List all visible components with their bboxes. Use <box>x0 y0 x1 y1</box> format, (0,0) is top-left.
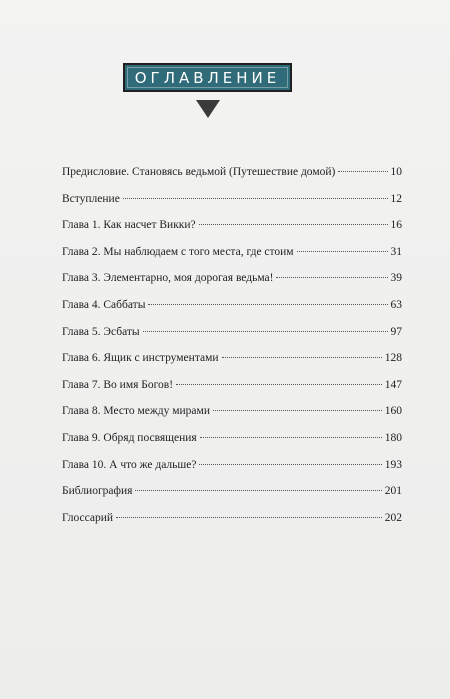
dot-leader <box>222 357 382 358</box>
toc-entry-title: Глава 8. Место между мирами <box>62 405 210 418</box>
dot-leader <box>199 224 388 225</box>
dot-leader <box>297 251 388 252</box>
dot-leader <box>199 464 381 465</box>
contents-header-banner <box>123 63 292 92</box>
toc-entry-page: 63 <box>390 298 402 311</box>
toc-entry-title: Глава 1. Как насчет Викки? <box>62 219 196 232</box>
toc-entry-title: Глава 6. Ящик с инструментами <box>62 352 219 365</box>
toc-entry-title: Глава 3. Элементарно, моя дорогая ведьма! <box>62 272 274 285</box>
toc-entry[interactable] <box>62 512 402 539</box>
toc-entry[interactable] <box>62 219 402 246</box>
toc-entry-title: Предисловие. Становясь ведьмой (Путешествие домой) <box>62 166 336 178</box>
dot-leader <box>200 437 382 438</box>
toc-entry[interactable] <box>62 326 402 353</box>
toc-entry-page: 180 <box>384 431 402 444</box>
down-triangle-icon <box>196 100 220 118</box>
toc-entry-page: 202 <box>384 511 402 524</box>
toc-entry-title: Вступление <box>62 192 120 205</box>
toc-entry-title: Библиография <box>62 485 133 498</box>
toc-entry[interactable] <box>62 193 402 220</box>
toc-entry-page: 39 <box>390 272 402 285</box>
toc-entry-page: 12 <box>390 192 402 205</box>
dot-leader <box>213 410 382 411</box>
toc-entry-title: Глава 4. Саббаты <box>62 298 146 311</box>
dot-leader <box>116 517 382 518</box>
dot-leader <box>123 198 388 199</box>
toc-entry-page: 97 <box>390 325 402 338</box>
dot-leader <box>176 384 382 385</box>
dot-leader <box>148 304 387 305</box>
toc-entry-page: 193 <box>384 458 402 471</box>
toc-entry[interactable] <box>62 405 402 432</box>
dot-leader <box>143 331 388 332</box>
toc-entry-page: 147 <box>384 378 402 391</box>
contents-title: ОГЛАВЛЕНИЕ <box>134 68 281 87</box>
toc-entry-page: 160 <box>384 405 402 418</box>
table-of-contents <box>62 166 402 538</box>
toc-entry-title: Глава 9. Обряд посвящения <box>62 431 197 444</box>
toc-entry[interactable] <box>62 299 402 326</box>
toc-entry[interactable] <box>62 272 402 299</box>
dot-leader <box>276 277 387 278</box>
toc-entry-page: 10 <box>390 166 402 178</box>
dot-leader <box>338 171 387 172</box>
toc-entry[interactable] <box>62 432 402 459</box>
toc-entry-page: 31 <box>390 245 402 258</box>
toc-entry-title: Глоссарий <box>62 511 114 524</box>
toc-entry-page: 16 <box>390 219 402 232</box>
toc-entry-page: 128 <box>384 352 402 365</box>
toc-entry-title: Глава 10. А что же дальше? <box>62 458 197 471</box>
toc-entry-title: Глава 2. Мы наблюдаем с того места, где стоим <box>62 245 294 258</box>
dot-leader <box>135 490 381 491</box>
toc-entry[interactable] <box>62 485 402 512</box>
toc-entry[interactable] <box>62 352 402 379</box>
toc-entry-page: 201 <box>384 485 402 498</box>
toc-entry[interactable] <box>62 459 402 486</box>
toc-entry[interactable] <box>62 246 402 273</box>
toc-entry-title: Глава 7. Во имя Богов! <box>62 378 174 391</box>
toc-entry[interactable] <box>62 379 402 406</box>
toc-entry-title: Глава 5. Эсбаты <box>62 325 140 338</box>
toc-entry[interactable] <box>62 166 402 193</box>
